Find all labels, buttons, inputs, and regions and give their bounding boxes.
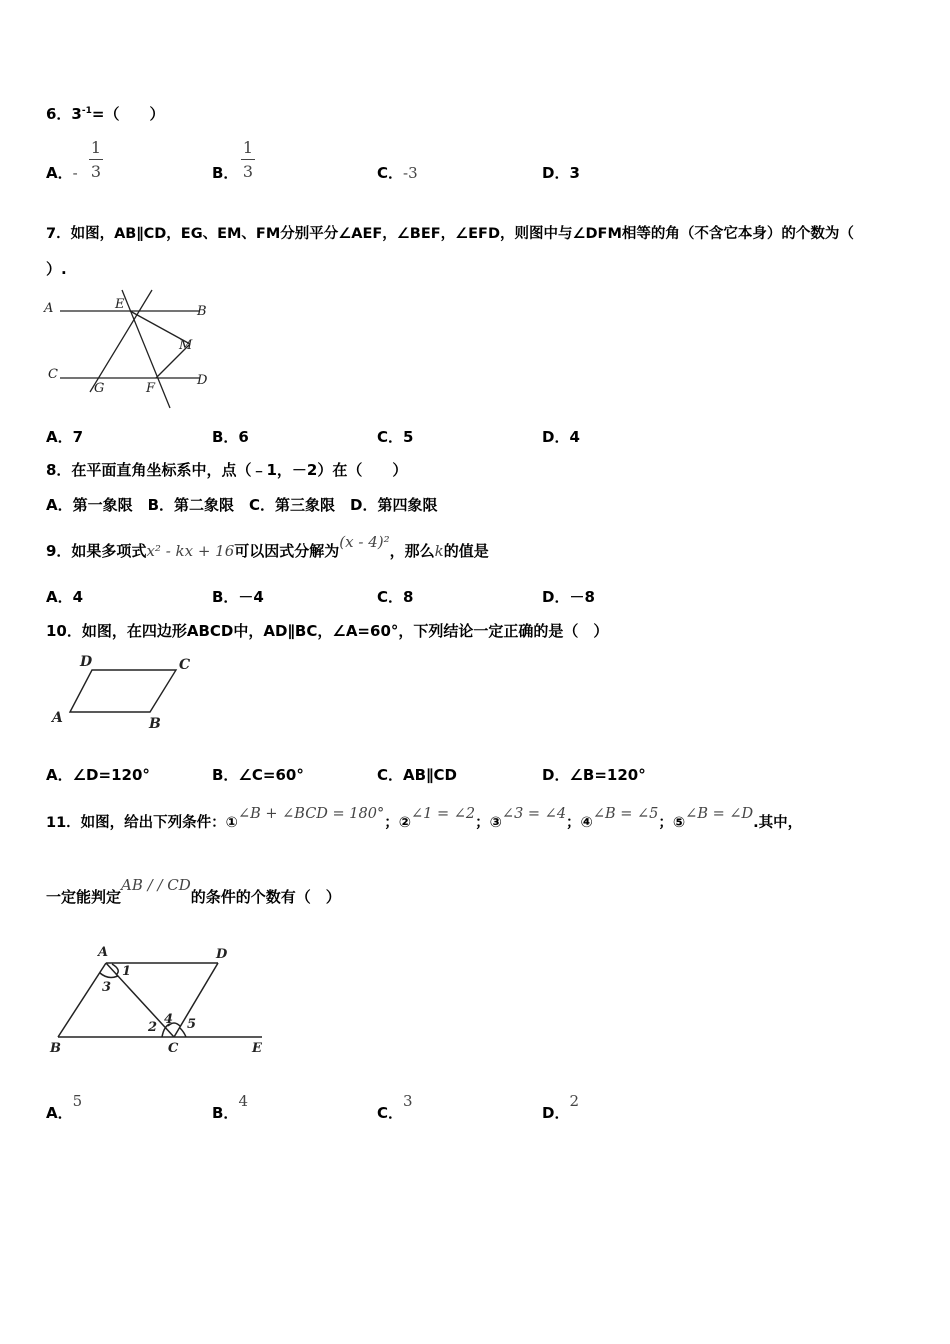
q11-condition-1: ∠B + ∠BCD = 180°: [237, 806, 385, 822]
q7-option-a[interactable]: A．7: [46, 428, 84, 446]
q6-option-c[interactable]: C．-3: [377, 164, 418, 182]
q10-option-c[interactable]: C．AB∥CD: [377, 766, 458, 784]
q11-condition-3: ∠3 = ∠4: [501, 806, 567, 822]
q11-condition-5: ∠B = ∠D: [685, 806, 754, 822]
q7-label-d: D: [197, 373, 208, 388]
q11-option-c[interactable]: C．3: [377, 1092, 413, 1122]
q11-condition-4: ∠B = ∠5: [592, 806, 659, 822]
q11-stem: 11．如图，给出下列条件：①∠B + ∠BCD = 180°；②∠1 = ∠2；③∠3 = ∠4；④∠B = ∠5；⑤∠B = ∠D.其中，: [46, 806, 803, 831]
q9-stem: 9．如果多项式x² - kx + 16可以因式分解为(x - 4)²，那么k的值是: [46, 533, 489, 560]
q10-figure: [46, 648, 206, 734]
q9-polynomial: x² - kx + 16: [146, 542, 235, 560]
q11-label-1: 1: [122, 964, 132, 979]
q9-option-b[interactable]: B．－4: [212, 588, 264, 606]
q11-label-3: 3: [102, 980, 112, 995]
q7-label-a: A: [44, 301, 54, 316]
q11-label-2: 2: [148, 1020, 158, 1035]
q11-label-e: E: [252, 1041, 262, 1056]
q10-option-a[interactable]: A．∠D=120°: [46, 766, 150, 784]
q7-stem-line1: 7．如图，AB∥CD，EG、EM、FM分别平分∠AEF，∠BEF，∠EFD，则图中与∠DFM相等的角（不含它本身）的个数为（: [46, 226, 854, 242]
q11-option-d[interactable]: D．2: [542, 1092, 579, 1122]
q6-stem: 6．$3^{-1}=$（ ）: [46, 105, 165, 123]
q7-option-c[interactable]: C．5: [377, 428, 414, 446]
q11-label-c: C: [168, 1041, 179, 1056]
q10-stem: 10．如图，在四边形ABCD中，AD∥BC，∠A=60°，下列结论一定正确的是（ ）: [46, 622, 609, 640]
q9-option-a[interactable]: A．4: [46, 588, 84, 606]
q7-figure: [42, 286, 222, 414]
q11-label-a: A: [98, 945, 109, 960]
q7-label-c: C: [48, 367, 58, 382]
q11-condition-2: ∠1 = ∠2: [411, 806, 476, 822]
q11-label-d: D: [216, 947, 228, 962]
q10-option-d[interactable]: D．∠B=120°: [542, 766, 646, 784]
q6-option-a[interactable]: A．-: [46, 164, 78, 182]
q10-label-c: C: [179, 657, 191, 673]
q10-label-a: A: [52, 710, 63, 726]
q11-ab-parallel-cd: AB / / CD: [121, 876, 191, 894]
q7-label-b: B: [197, 304, 207, 319]
q6-option-d[interactable]: D．3: [542, 164, 580, 182]
q9-var-k: k: [434, 542, 444, 560]
q10-label-b: B: [149, 716, 161, 732]
q11-option-a[interactable]: A．5: [46, 1092, 83, 1122]
q10-option-b[interactable]: B．∠C=60°: [212, 766, 304, 784]
q10-label-d: D: [80, 654, 93, 670]
q7-label-f: F: [146, 381, 156, 396]
q7-label-e: E: [115, 297, 125, 312]
q11-label-5: 5: [187, 1017, 197, 1032]
q7-stem-line2: ）.: [46, 260, 67, 278]
q7-label-g: G: [94, 381, 105, 396]
q6-option-b-fraction: 1 3: [242, 138, 254, 181]
q7-option-d[interactable]: D．4: [542, 428, 580, 446]
q7-option-b[interactable]: B．6: [212, 428, 249, 446]
q7-label-m: M: [179, 338, 193, 353]
q9-factored: (x - 4)²: [339, 533, 390, 551]
q6-option-a-fraction: 1 3: [90, 138, 102, 181]
q11-label-4: 4: [164, 1012, 174, 1027]
q11-label-b: B: [50, 1041, 61, 1056]
q8-stem: 8．在平面直角坐标系中，点（﹣1，－2）在（ ）: [46, 461, 408, 479]
q6-option-b[interactable]: B．: [212, 164, 239, 182]
q8-options[interactable]: A．第一象限 B．第二象限 C．第三象限 D．第四象限: [46, 496, 438, 514]
q11-figure: [46, 940, 268, 1060]
q9-option-d[interactable]: D．－8: [542, 588, 595, 606]
q9-option-c[interactable]: C．8: [377, 588, 414, 606]
q11-stem-line2: 一定能判定AB / / CD的条件的个数有（ ）: [46, 876, 341, 906]
q11-option-b[interactable]: B．4: [212, 1092, 248, 1122]
